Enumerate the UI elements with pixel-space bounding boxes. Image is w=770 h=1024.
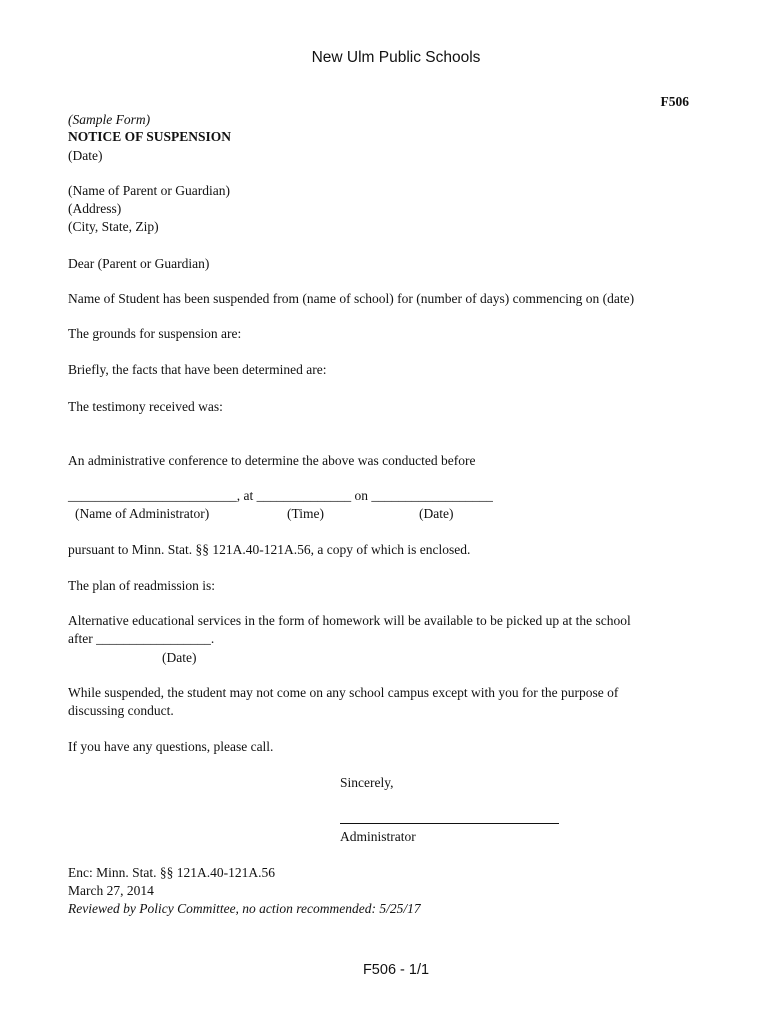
conference-line: An administrative conference to determine the above was conducted before [68, 453, 476, 468]
salutation: Dear (Parent or Guardian) [68, 256, 210, 271]
school-header: New Ulm Public Schools [311, 49, 481, 66]
date-label: (Date) [419, 506, 454, 521]
campus-restriction-line-1: While suspended, the student may not come on any school campus except with you for the purpose of [68, 685, 619, 700]
alt-services-line-2: after _________________. [68, 631, 215, 646]
testimony-line: The testimony received was: [68, 399, 223, 414]
signer-title: Administrator [340, 829, 416, 844]
alt-services-date-label: (Date) [162, 650, 197, 665]
guardian-city: (City, State, Zip) [68, 219, 159, 234]
statute-line: pursuant to Minn. Stat. §§ 121A.40-121A.56, a copy of which is enclosed. [68, 542, 471, 557]
guardian-name: (Name of Parent or Guardian) [68, 183, 230, 198]
administrator-name-label: (Name of Administrator) [75, 506, 210, 521]
readmission-line: The plan of readmission is: [68, 578, 215, 593]
campus-restriction-line-2: discussing conduct. [68, 703, 174, 718]
guardian-address: (Address) [68, 201, 122, 216]
signature-line [340, 823, 559, 824]
suspension-statement: Name of Student has been suspended from (name of school) for (number of days) commencing on (date) [68, 291, 635, 306]
page-footer: F506 - 1/1 [362, 962, 430, 978]
closing-sincerely: Sincerely, [340, 775, 394, 790]
form-code: F506 [660, 94, 689, 109]
blank-fields-line: _________________________, at ______________ on __________________ [68, 488, 493, 503]
date-placeholder: (Date) [68, 148, 103, 163]
sample-form-label: (Sample Form) [68, 112, 151, 127]
alt-services-line-1: Alternative educational services in the form of homework will be available to be picked up at the school [68, 613, 631, 628]
questions-line: If you have any questions, please call. [68, 739, 274, 754]
review-note: Reviewed by Policy Committee, no action recommended: 5/25/17 [68, 901, 421, 916]
adopted-date: March 27, 2014 [68, 883, 154, 898]
enclosure-line: Enc: Minn. Stat. §§ 121A.40-121A.56 [68, 865, 275, 880]
notice-title: NOTICE OF SUSPENSION [68, 129, 232, 144]
facts-line: Briefly, the facts that have been determined are: [68, 362, 327, 377]
grounds-line: The grounds for suspension are: [68, 326, 242, 341]
time-label: (Time) [287, 506, 325, 521]
